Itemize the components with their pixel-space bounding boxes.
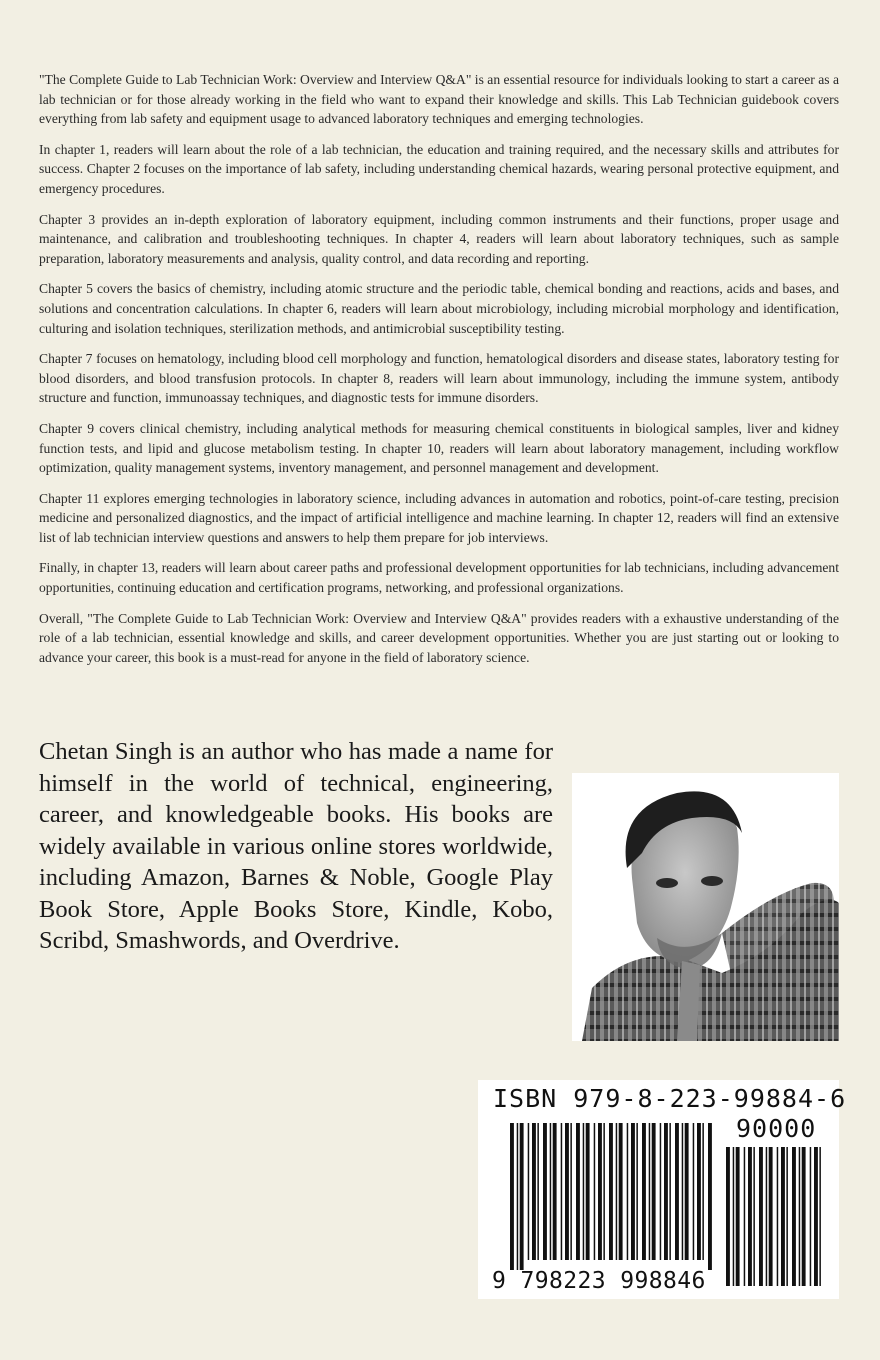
barcode-bar — [693, 1123, 695, 1260]
barcode-bar — [769, 1147, 773, 1286]
barcode-bar — [766, 1147, 768, 1286]
blurb-paragraph-5: Chapter 7 focuses on hematology, including blood cell morphology and function, hematological disorders and disease states, laboratory testing for blood disorders, and blood transfusion protocols. In chapter 8, readers will learn about immunology, including the immune system, antibody structure and function, immunoassay techniques, and diagnostic tests for immune disorders. — [39, 351, 839, 406]
isbn-label: ISBN 979-8-223-99884-6 — [493, 1084, 847, 1113]
blurb-paragraph-2: In chapter 1, readers will learn about the role of a lab technician, the education and training required, and the necessary skills and attributes for success. Chapter 2 focuses on the importance of lab safety, including understanding chemical hazards, wearing personal protective equipment, and emergency procedures. — [39, 141, 839, 196]
barcode-bar — [627, 1123, 629, 1260]
barcode-bar — [748, 1147, 752, 1286]
blurb-paragraph-4: Chapter 5 covers the basics of chemistry, including atomic structure and the periodic table, chemical bonding and reactions, acids and bases, and solutions and concentration calculations. In chapter 6, readers will learn about microbiology, including microbial morphology and identification, culturing and isolation techniques, sterilization methods, and antimicrobial susceptibility testing. — [39, 281, 839, 336]
isbn-barcode — [478, 1080, 847, 1299]
barcode-bar — [598, 1123, 602, 1260]
barcode-bar — [570, 1123, 572, 1260]
barcode-bar — [702, 1123, 704, 1260]
barcode-bar — [708, 1123, 712, 1270]
barcode-bar — [744, 1147, 746, 1286]
barcode-bar — [631, 1123, 635, 1260]
barcode-bar — [619, 1123, 623, 1260]
barcode-bar — [543, 1123, 547, 1260]
ean13-bars — [510, 1123, 712, 1270]
barcode-bar — [576, 1123, 580, 1260]
blurb-paragraph-8: Finally, in chapter 13, readers will learn about career paths and professional development opportunities for lab technicians, including advancement opportunities, continuing education and certification programs, networking, and professional organizations. — [39, 560, 839, 596]
barcode-bar — [520, 1123, 524, 1270]
blurb-paragraph-7: Chapter 11 explores emerging technologies in laboratory science, including advances in automation and robotics, point-of-care testing, precision medicine and personalized diagnostics, and the impact of artificial intelligence and machine learning. In chapter 12, readers will find an extensive list of lab technician interview questions and answers to help them prepare for job interviews. — [39, 490, 839, 545]
blurb-paragraph-6: Chapter 9 covers clinical chemistry, including analytical methods for measuring chemical constituents in biological samples, liver and kidney function tests, and lipid and glucose metabolism testing. In chapter 10, readers will learn about laboratory management, including workflow optimization, quality management systems, inventory management, and personnel management and development. — [39, 420, 839, 476]
barcode-bar — [733, 1147, 735, 1286]
barcode-digits: 9 798223 998846 — [492, 1268, 706, 1294]
barcode-bar — [609, 1123, 613, 1260]
back-cover-blurb — [39, 70, 839, 678]
barcode-bar — [603, 1123, 605, 1260]
author-bio: Chetan Singh is an author who has made a name for himself in the world of technical, engineering, career, and knowledgeable books. His books are widely available in various online stores worldwide, including Amazon, Barnes & Noble, Google Play Book Store, Apple Books Store, Kindle, Kobo, Scribd, Smashwords, and Overdrive. — [39, 738, 553, 954]
barcode-bar — [550, 1123, 552, 1260]
barcode-bar — [660, 1123, 662, 1260]
barcode-bar — [594, 1123, 596, 1260]
barcode-bar — [616, 1123, 618, 1260]
barcode-bar — [736, 1147, 740, 1286]
barcode-bar — [697, 1123, 701, 1260]
barcode-bar — [819, 1147, 821, 1286]
barcode-bar — [799, 1147, 801, 1286]
barcode-bar — [561, 1123, 563, 1260]
barcode-bar — [510, 1123, 514, 1270]
barcode-bar — [802, 1147, 806, 1286]
blurb-paragraph-1: "The Complete Guide to Lab Technician Work: Overview and Interview Q&A" is an essential resource for individuals looking to start a career as a lab technician or for those already working in the field who want to expand their knowledge and skills. This Lab Technician guidebook covers everything from lab safety and equipment usage to advanced laboratory techniques and emerging technologies. — [39, 72, 839, 127]
barcode-bar — [781, 1147, 785, 1286]
barcode-bar — [664, 1123, 668, 1260]
barcode-bar — [586, 1123, 590, 1260]
barcode-bar — [786, 1147, 788, 1286]
author-portrait-image — [572, 773, 839, 1041]
barcode-bar — [532, 1123, 536, 1260]
barcode-bar — [517, 1123, 519, 1270]
barcode-bars — [478, 1080, 839, 1299]
blurb-paragraph-9: Overall, "The Complete Guide to Lab Technician Work: Overview and Interview Q&A" provides readers with a exhaustive understanding of the role of a lab technician, essential knowledge and skills, and career development opportunities. Whether you are just starting out or looking to advance your career, this book is a must-read for anyone in the field of laboratory science. — [39, 610, 839, 665]
barcode-bar — [537, 1123, 539, 1260]
barcode-bar — [675, 1123, 679, 1260]
barcode-bar — [753, 1147, 755, 1286]
addon-bars — [726, 1147, 821, 1286]
blurb-paragraph-3: Chapter 3 provides an in-depth exploration of laboratory equipment, including common instruments and their functions, proper usage and maintenance, and calibration and troubleshooting techniques. In chapter 4, readers will learn about laboratory techniques, such as sample preparation, laboratory measurements and analysis, quality control, and data recording and reporting. — [39, 211, 839, 266]
barcode-bar — [682, 1123, 684, 1260]
barcode-bar — [685, 1123, 689, 1260]
barcode-bar — [652, 1123, 656, 1260]
barcode-bar — [565, 1123, 569, 1260]
barcode-bar — [636, 1123, 638, 1260]
barcode-bar — [726, 1147, 730, 1286]
barcode-bar — [814, 1147, 818, 1286]
barcode-bar — [810, 1147, 812, 1286]
price-addon-number: 90000 — [736, 1114, 817, 1143]
author-photo — [572, 773, 839, 1041]
barcode-bar — [528, 1123, 530, 1260]
barcode-bar — [583, 1123, 585, 1260]
barcode-bar — [669, 1123, 671, 1260]
barcode-bar — [759, 1147, 763, 1286]
barcode-bar — [777, 1147, 779, 1286]
barcode-bar — [649, 1123, 651, 1260]
barcode-bar — [792, 1147, 796, 1286]
barcode-bar — [553, 1123, 557, 1260]
barcode-bar — [642, 1123, 646, 1260]
